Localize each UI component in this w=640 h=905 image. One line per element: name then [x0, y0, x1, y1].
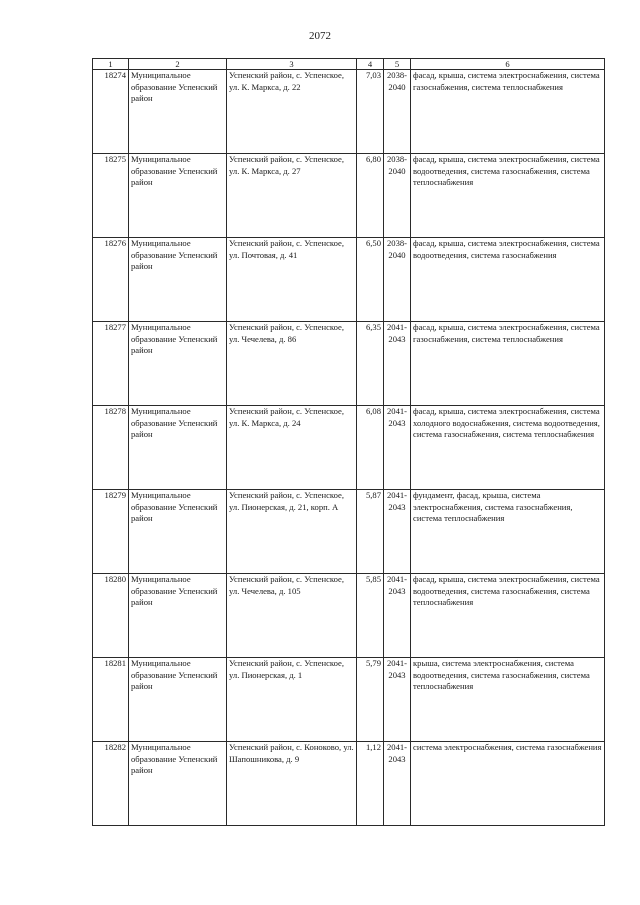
table-row — [93, 574, 605, 658]
period-cell: 2038-2040 — [384, 70, 411, 154]
address-cell: Успенский район, с. Успенское, ул. К. Маркса, д. 22 — [227, 70, 357, 154]
works-cell: фасад, крыша, система электроснабжения, система водоотведения, система газоснабжения, система теплоснабжения — [411, 154, 605, 238]
row-number: 18275 — [93, 154, 129, 238]
municipality-cell: Муниципальное образование Успенский район — [129, 658, 227, 742]
value-cell: 1,12 — [357, 742, 384, 826]
municipality-cell: Муниципальное образование Успенский район — [129, 70, 227, 154]
period-cell: 2041-2043 — [384, 490, 411, 574]
works-cell: фасад, крыша, система электроснабжения, система водоотведения, система газоснабжения — [411, 238, 605, 322]
value-cell: 5,87 — [357, 490, 384, 574]
value-cell: 6,08 — [357, 406, 384, 490]
period-cell: 2041-2043 — [384, 742, 411, 826]
col-header: 1 — [93, 59, 129, 70]
municipality-cell: Муниципальное образование Успенский район — [129, 742, 227, 826]
row-number: 18278 — [93, 406, 129, 490]
address-cell: Успенский район, с. Успенское, ул. Чечелева, д. 86 — [227, 322, 357, 406]
row-number: 18276 — [93, 238, 129, 322]
period-cell: 2038-2040 — [384, 154, 411, 238]
municipality-cell: Муниципальное образование Успенский район — [129, 322, 227, 406]
header-row — [93, 59, 605, 70]
value-cell: 6,35 — [357, 322, 384, 406]
address-cell: Успенский район, с. Коноково, ул. Шапошникова, д. 9 — [227, 742, 357, 826]
works-cell: система электроснабжения, система газоснабжения — [411, 742, 605, 826]
works-cell: фундамент, фасад, крыша, система электроснабжения, система газоснабжения, система теплоснабжения — [411, 490, 605, 574]
col-header: 6 — [411, 59, 605, 70]
period-cell: 2041-2043 — [384, 406, 411, 490]
municipality-cell: Муниципальное образование Успенский район — [129, 154, 227, 238]
table-row — [93, 658, 605, 742]
col-header: 5 — [384, 59, 411, 70]
row-number: 18279 — [93, 490, 129, 574]
address-cell: Успенский район, с. Успенское, ул. Чечелева, д. 105 — [227, 574, 357, 658]
table-row — [93, 238, 605, 322]
works-cell: крыша, система электроснабжения, система водоотведения, система газоснабжения, система теплоснабжения — [411, 658, 605, 742]
value-cell: 6,50 — [357, 238, 384, 322]
col-header: 2 — [129, 59, 227, 70]
register-table — [92, 58, 605, 826]
municipality-cell: Муниципальное образование Успенский район — [129, 406, 227, 490]
works-cell: фасад, крыша, система электроснабжения, система газоснабжения, система теплоснабжения — [411, 70, 605, 154]
municipality-cell: Муниципальное образование Успенский район — [129, 490, 227, 574]
value-cell: 7,03 — [357, 70, 384, 154]
row-number: 18274 — [93, 70, 129, 154]
period-cell: 2041-2043 — [384, 322, 411, 406]
address-cell: Успенский район, с. Успенское, ул. Пионерская, д. 1 — [227, 658, 357, 742]
value-cell: 5,85 — [357, 574, 384, 658]
page-number: 2072 — [309, 30, 331, 42]
address-cell: Успенский район, с. Успенское, ул. Почтовая, д. 41 — [227, 238, 357, 322]
municipality-cell: Муниципальное образование Успенский район — [129, 238, 227, 322]
works-cell: фасад, крыша, система электроснабжения, система газоснабжения, система теплоснабжения — [411, 322, 605, 406]
table-row — [93, 742, 605, 826]
table-row — [93, 322, 605, 406]
period-cell: 2041-2043 — [384, 574, 411, 658]
period-cell: 2038-2040 — [384, 238, 411, 322]
value-cell: 5,79 — [357, 658, 384, 742]
table-row — [93, 490, 605, 574]
col-header: 4 — [357, 59, 384, 70]
row-number: 18280 — [93, 574, 129, 658]
value-cell: 6,80 — [357, 154, 384, 238]
address-cell: Успенский район, с. Успенское, ул. К. Маркса, д. 27 — [227, 154, 357, 238]
works-cell: фасад, крыша, система электроснабжения, система водоотведения, система газоснабжения, система теплоснабжения — [411, 574, 605, 658]
municipality-cell: Муниципальное образование Успенский район — [129, 574, 227, 658]
row-number: 18277 — [93, 322, 129, 406]
period-cell: 2041-2043 — [384, 658, 411, 742]
address-cell: Успенский район, с. Успенское, ул. Пионерская, д. 21, корп. А — [227, 490, 357, 574]
table-row — [93, 406, 605, 490]
col-header: 3 — [227, 59, 357, 70]
works-cell: фасад, крыша, система электроснабжения, система холодного водоснабжения, система водоотведения, система газоснабжения, система теплоснабжения — [411, 406, 605, 490]
row-number: 18282 — [93, 742, 129, 826]
table-row — [93, 70, 605, 154]
address-cell: Успенский район, с. Успенское, ул. К. Маркса, д. 24 — [227, 406, 357, 490]
row-number: 18281 — [93, 658, 129, 742]
table-row — [93, 154, 605, 238]
